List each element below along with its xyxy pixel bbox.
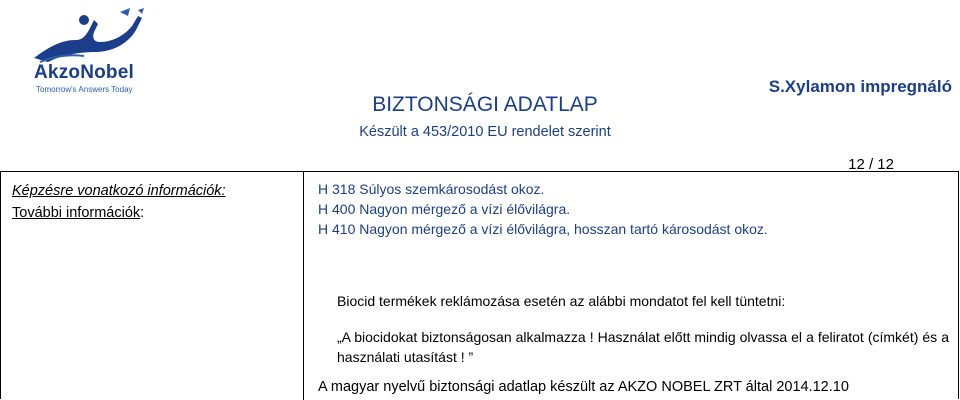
biocide-quote: „A biocidokat biztonságosan alkalmazza ! Használat előtt mindig olvassa el a feliratot (címkét) és a használati utasítást ! ” (337, 329, 949, 365)
logo-tagline: Tomorrow's Answers Today (36, 85, 133, 94)
further-info-label-text: További információk (12, 205, 141, 221)
section-labels (12, 180, 226, 224)
training-info-label: Képzésre vonatkozó információk: (12, 183, 226, 199)
logo-wordmark: AkzoNobel (34, 62, 134, 83)
column-divider (303, 171, 304, 400)
hazard-statement: H 400 Nagyon mérgező a vízi élővilágra. (318, 201, 571, 217)
page-number: 12 / 12 (848, 156, 894, 173)
further-info-label (12, 202, 226, 224)
footer-note: A magyar nyelvű biztonsági adatlap készült az AKZO NOBEL ZRT által 2014.12.10 (318, 379, 849, 395)
hazard-statement: H 318 Súlyos szemkárosodást okoz. (318, 181, 545, 197)
product-name: S.Xylamon impregnáló (768, 77, 952, 96)
akzonobel-logo (20, 6, 150, 94)
hazard-statement-list (318, 179, 768, 239)
biocide-notice: Biocid termékek reklámozása esetén az alábbi mondatot fel kell tüntetni: (337, 293, 786, 309)
document-title: BIZTONSÁGI ADATLAP (372, 93, 598, 116)
akzonobel-figure-logo-icon (20, 6, 150, 66)
further-info-label-colon: : (140, 205, 145, 221)
hazard-statement: H 410 Nagyon mérgező a vízi élővilágra, hosszan tartó károsodást okoz. (318, 221, 768, 237)
document-subtitle: Készült a 453/2010 EU rendelet szerint (359, 124, 611, 140)
